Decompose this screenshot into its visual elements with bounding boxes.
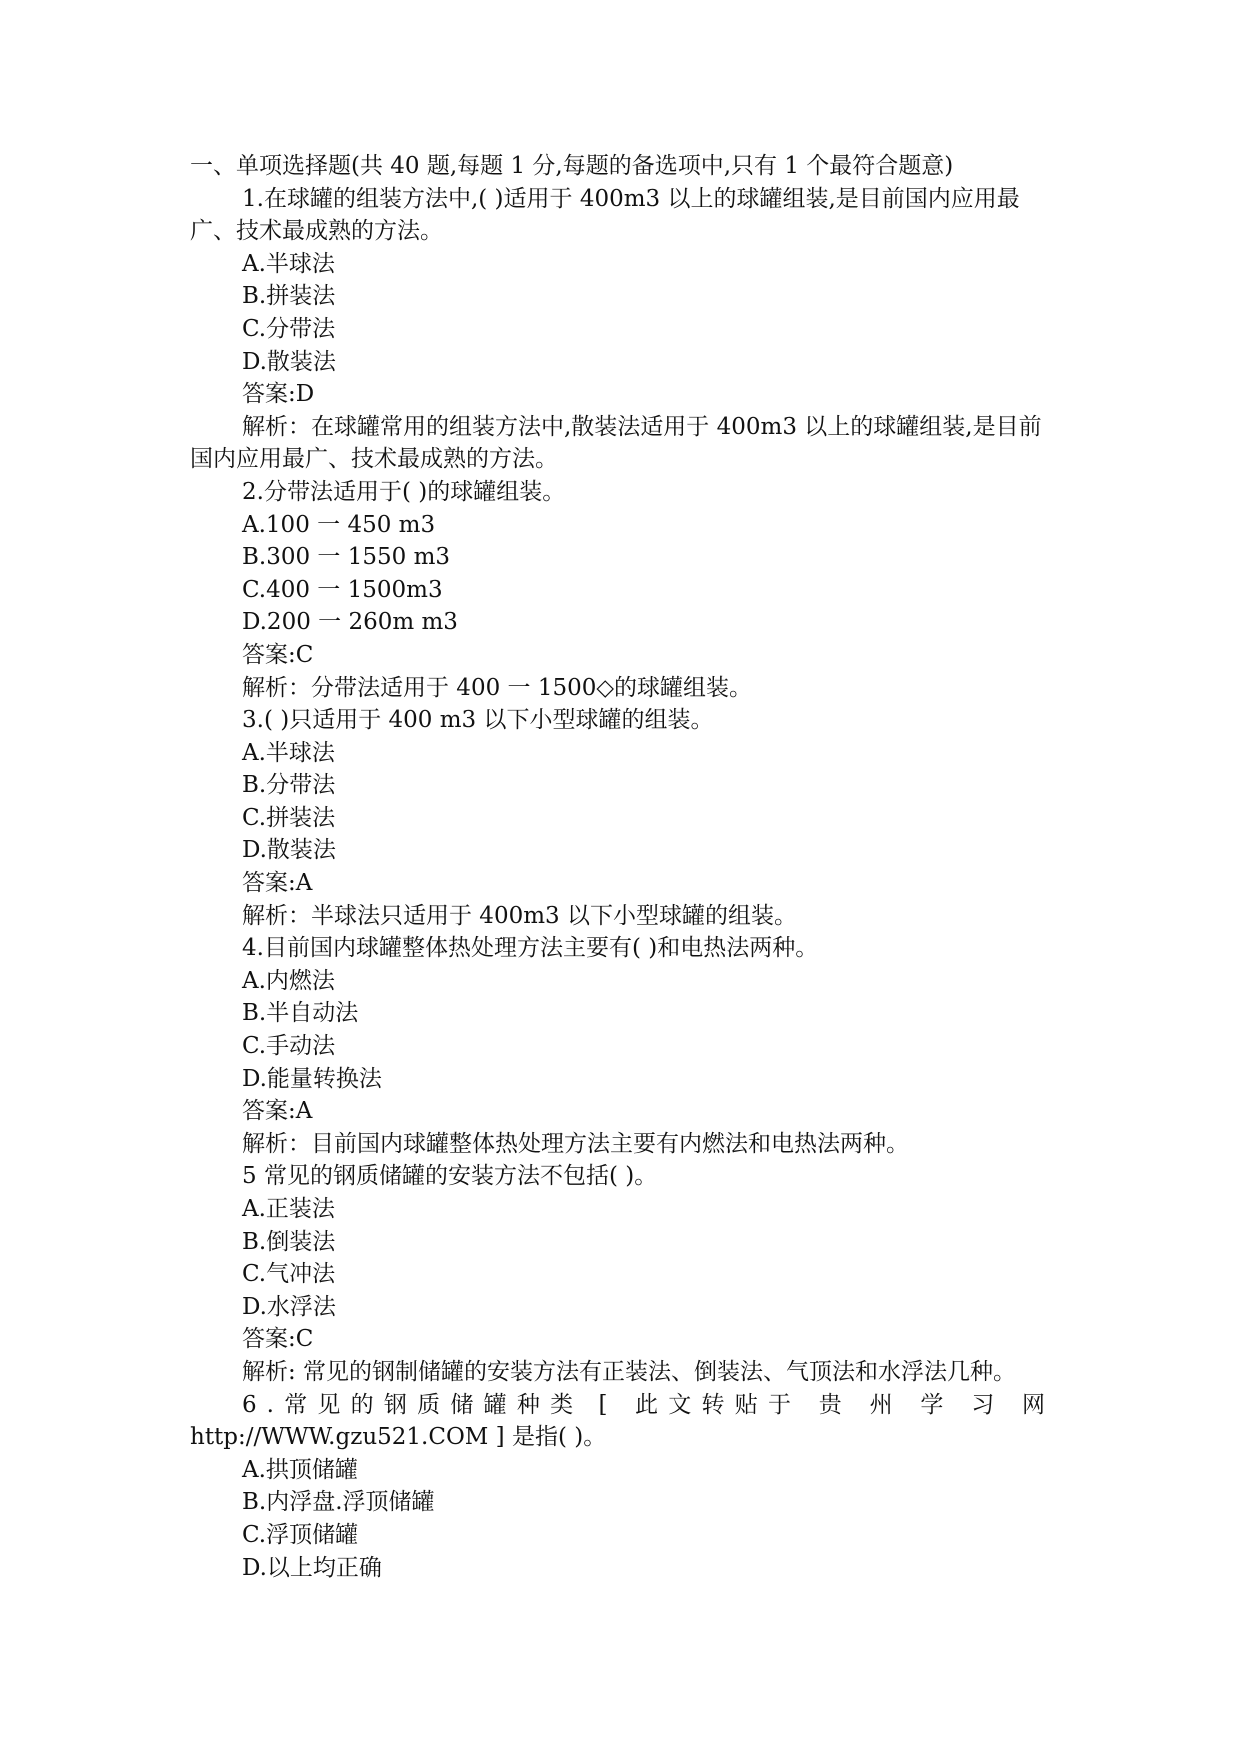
question-4-option-a: A.内燃法 [242, 967, 335, 994]
question-1-option-c: C.分带法 [242, 315, 336, 342]
question-6-option-b: B.内浮盘.浮顶储罐 [242, 1489, 435, 1516]
question-6-stem-part3: http://WWW.gzu521.COM ] 是指( )。 [190, 1424, 607, 1451]
question-6-stem-part2: [ 此文转贴于 贵 州 学 习 网 [598, 1391, 1055, 1418]
question-2-analysis: 解析：分带法适用于 400 一 1500◇的球罐组装。 [242, 674, 753, 701]
question-5-answer: 答案:C [242, 1326, 314, 1353]
question-5-option-b: B.倒装法 [242, 1228, 336, 1255]
question-4-option-d: D.能量转换法 [242, 1065, 382, 1092]
question-1-option-a: A.半球法 [242, 250, 335, 277]
question-4-option-b: B.半自动法 [242, 1000, 359, 1027]
question-2-answer: 答案:C [242, 641, 314, 668]
question-3-analysis: 解析：半球法只适用于 400m3 以下小型球罐的组装。 [242, 902, 797, 929]
question-1-answer: 答案:D [242, 381, 315, 408]
question-2-stem: 2.分带法适用于( )的球罐组装。 [242, 478, 566, 505]
question-6-stem-part1: 6.常见的钢质储罐种类 [242, 1391, 584, 1418]
question-1-option-b: B.拼装法 [242, 283, 336, 310]
question-3-option-a: A.半球法 [242, 739, 335, 766]
question-4-analysis: 解析：目前国内球罐整体热处理方法主要有内燃法和电热法两种。 [242, 1130, 909, 1157]
question-2-option-b: B.300 一 1550 m3 [242, 544, 451, 571]
question-1-analysis: 解析：在球罐常用的组装方法中,散装法适用于 400m3 以上的球罐组装,是目前国内应用最广、技术最成熟的方法。 [190, 413, 1042, 473]
question-2-option-a: A.100 一 450 m3 [242, 511, 436, 538]
question-4-answer: 答案:A [242, 1098, 313, 1125]
question-6-option-d: D.以上均正确 [242, 1554, 382, 1581]
question-3-answer: 答案:A [242, 870, 313, 897]
question-2-option-c: C.400 一 1500m3 [242, 576, 443, 603]
question-4-option-c: C.手动法 [242, 1033, 336, 1060]
document-page [190, 150, 1055, 1584]
question-1-option-d: D.散装法 [242, 348, 336, 375]
question-3-stem: 3.( )只适用于 400 m3 以下小型球罐的组装。 [242, 707, 714, 734]
question-3-option-c: C.拼装法 [242, 804, 336, 831]
question-2-option-d: D.200 一 260m m3 [242, 609, 458, 636]
question-5-option-c: C.气冲法 [242, 1261, 336, 1288]
question-3-option-b: B.分带法 [242, 772, 336, 799]
question-6-stem [190, 1389, 1055, 1454]
question-4-stem: 4.目前国内球罐整体热处理方法主要有( )和电热法两种。 [242, 935, 819, 962]
question-5-stem: 5 常见的钢质储罐的安装方法不包括( )。 [242, 1163, 658, 1190]
question-5-option-a: A.正装法 [242, 1196, 335, 1222]
section-heading: 一、单项选择题(共 40 题,每题 1 分,每题的备选项中,只有 1 个最符合题意) [190, 153, 954, 179]
question-6-option-c: C.浮顶储罐 [242, 1521, 359, 1548]
question-1-stem: 1.在球罐的组装方法中,( )适用于 400m3 以上的球罐组装,是目前国内应用最广、技术最成熟的方法。 [190, 185, 1020, 245]
question-5-analysis: 解析: 常见的钢制储罐的安装方法有正装法、倒装法、气顶法和水浮法几种。 [242, 1358, 1017, 1385]
question-5-option-d: D.水浮法 [242, 1293, 336, 1320]
question-6-option-a: A.拱顶储罐 [242, 1456, 358, 1483]
question-3-option-d: D.散装法 [242, 837, 336, 864]
